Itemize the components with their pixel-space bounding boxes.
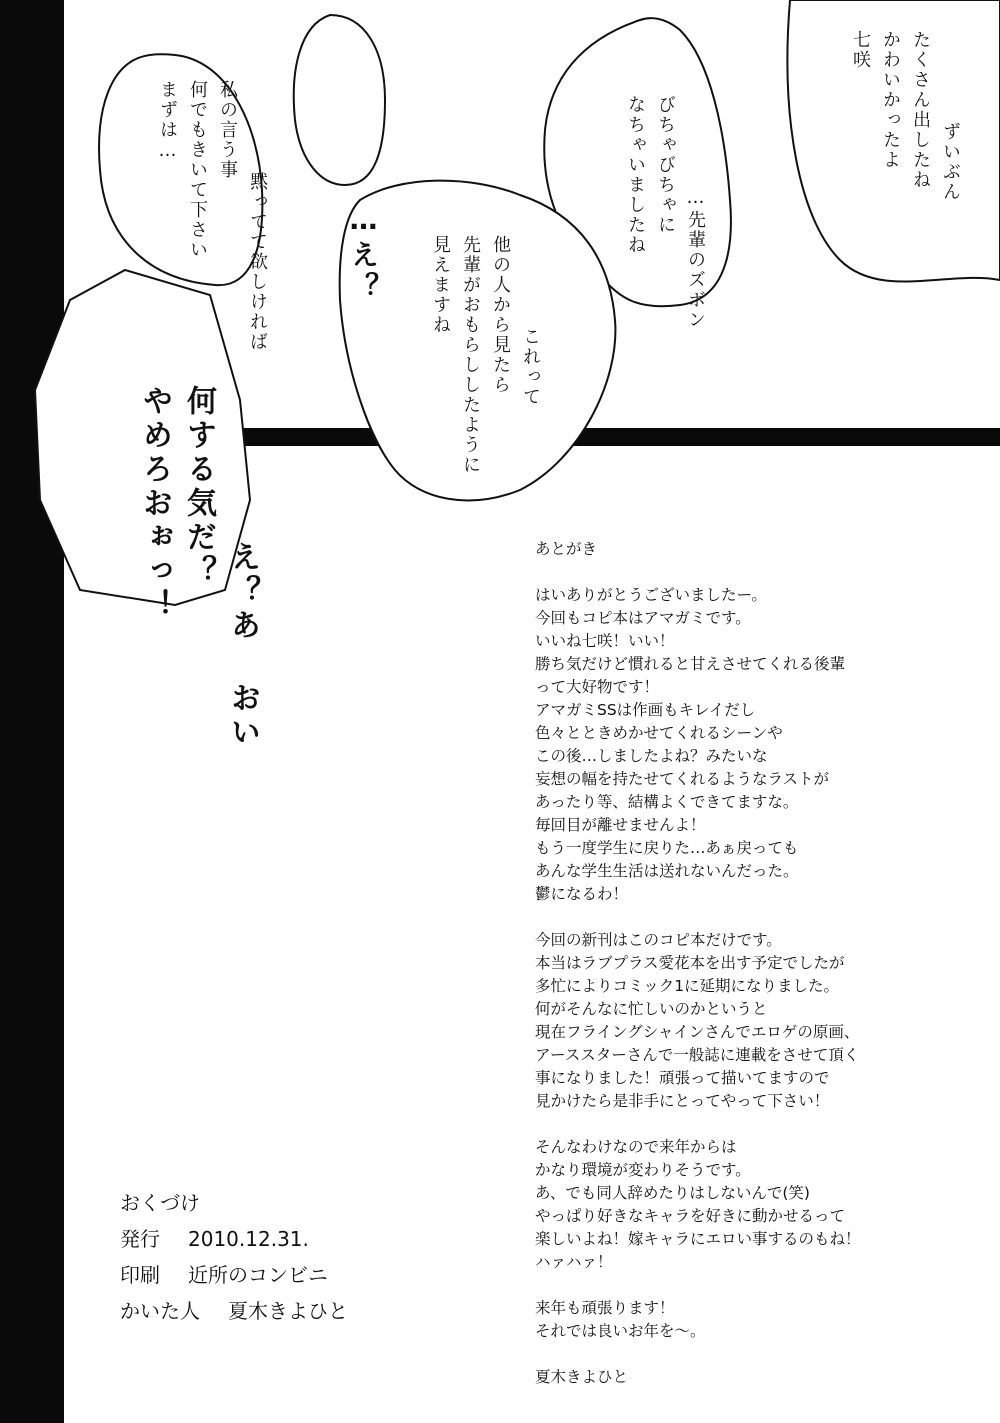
- colophon-row: かいた人 夏木きよひと: [120, 1299, 348, 1323]
- colophon-title: おくづけ: [120, 1191, 200, 1215]
- afterword-paragraph: [535, 929, 975, 1113]
- afterword-line: 見かけたら是非手にとってやって下さい！: [535, 1092, 830, 1110]
- afterword-line: 勝ち気だけど慣れると甘えさせてくれる後輩: [535, 655, 846, 673]
- afterword-line: 夏木きよひと: [535, 1368, 629, 1386]
- afterword-line: 今回もコピ本はアマガミです。: [535, 609, 751, 627]
- afterword-line: 楽しいよね！嫁キャラにエロい事するのもね！: [535, 1230, 861, 1248]
- afterword-line: 来年も頑張ります！: [535, 1299, 675, 1317]
- afterword-line: 鬱になるわ！: [535, 885, 629, 903]
- afterword-line: この後…しましたよね？みたいな: [535, 747, 768, 765]
- bubble-others-text: これって 他の人から見たら 先輩がおもらししたように 見えますね: [430, 235, 541, 475]
- bubble-nanasaki-text: ずいぶん たくさん出したね かわいかったよ 七咲: [850, 30, 961, 202]
- afterword-line: って大好物です！: [535, 678, 660, 696]
- colophon: [120, 1185, 348, 1329]
- afterword-line: それでは良いお年を～。: [535, 1322, 706, 1340]
- afterword-line: いいね七咲！いい！: [535, 632, 675, 650]
- afterword-line: あ、でも同人辞めたりはしないんで(笑): [535, 1184, 810, 1202]
- afterword-signature: [535, 1366, 975, 1389]
- afterword-line: 色々とときめかせてくれるシーンや: [535, 724, 783, 742]
- bubble-pants-text: …先輩のズボン びちゃびちゃに なちゃいましたね: [625, 95, 706, 330]
- afterword-line: 今回の新刊はこのコピ本だけです。: [535, 931, 782, 949]
- bubble-shut-text: 黙ってて欲しければ 私の言う事 何でもきいて下さい まずは…: [157, 80, 268, 352]
- colophon-row: 発行 2010.12.31.: [120, 1227, 309, 1251]
- afterword-line: 何がそんなに忙しいのかというと: [535, 1000, 768, 1018]
- afterword-line: あったり等、結構よくできてますな。: [535, 793, 799, 811]
- afterword-line: 多忙によりコミック1に延期になりました。: [535, 977, 840, 995]
- afterword-line: 本当はラブプラス愛花本を出す予定でしたが: [535, 954, 845, 972]
- afterword-line: 毎回目が離せませんよ！: [535, 816, 706, 834]
- colophon-row: 印刷 近所のコンビニ: [120, 1263, 328, 1287]
- bubble-shout-text: え？あ おい 何する気だ？ やめろおぉっ！: [137, 385, 260, 750]
- afterword: [535, 538, 975, 1412]
- afterword-paragraph: [535, 1297, 975, 1343]
- afterword-line: アマガミSSは作画もキレイだし: [535, 701, 756, 719]
- afterword-line: かなり環境が変わりそうです。: [535, 1161, 751, 1179]
- afterword-paragraph: [535, 1136, 975, 1274]
- afterword-line: ハァハァ！: [535, 1253, 613, 1271]
- afterword-line: 事になりました！頑張って描いてますので: [535, 1069, 830, 1087]
- afterword-line: もう一度学生に戻りた…あぁ戻っても: [535, 839, 799, 857]
- afterword-line: やっぱり好きなキャラを好きに動かせるって: [535, 1207, 846, 1225]
- afterword-line: あんな学生生活は送れないんだった。: [535, 862, 799, 880]
- afterword-paragraph: [535, 584, 975, 906]
- afterword-line: はいありがとうございましたー。: [535, 586, 767, 604]
- afterword-title: あとがき: [535, 540, 598, 558]
- afterword-line: 妄想の幅を持たせてくれるようなラストが: [535, 770, 830, 788]
- afterword-line: 現在フライングシャインさんでエロゲの原画、: [535, 1023, 860, 1041]
- bubble-eh-text: …え？: [347, 203, 380, 304]
- afterword-line: そんなわけなので来年からは: [535, 1138, 737, 1156]
- afterword-line: アーススターさんで一般誌に連載をさせて頂く: [535, 1046, 860, 1064]
